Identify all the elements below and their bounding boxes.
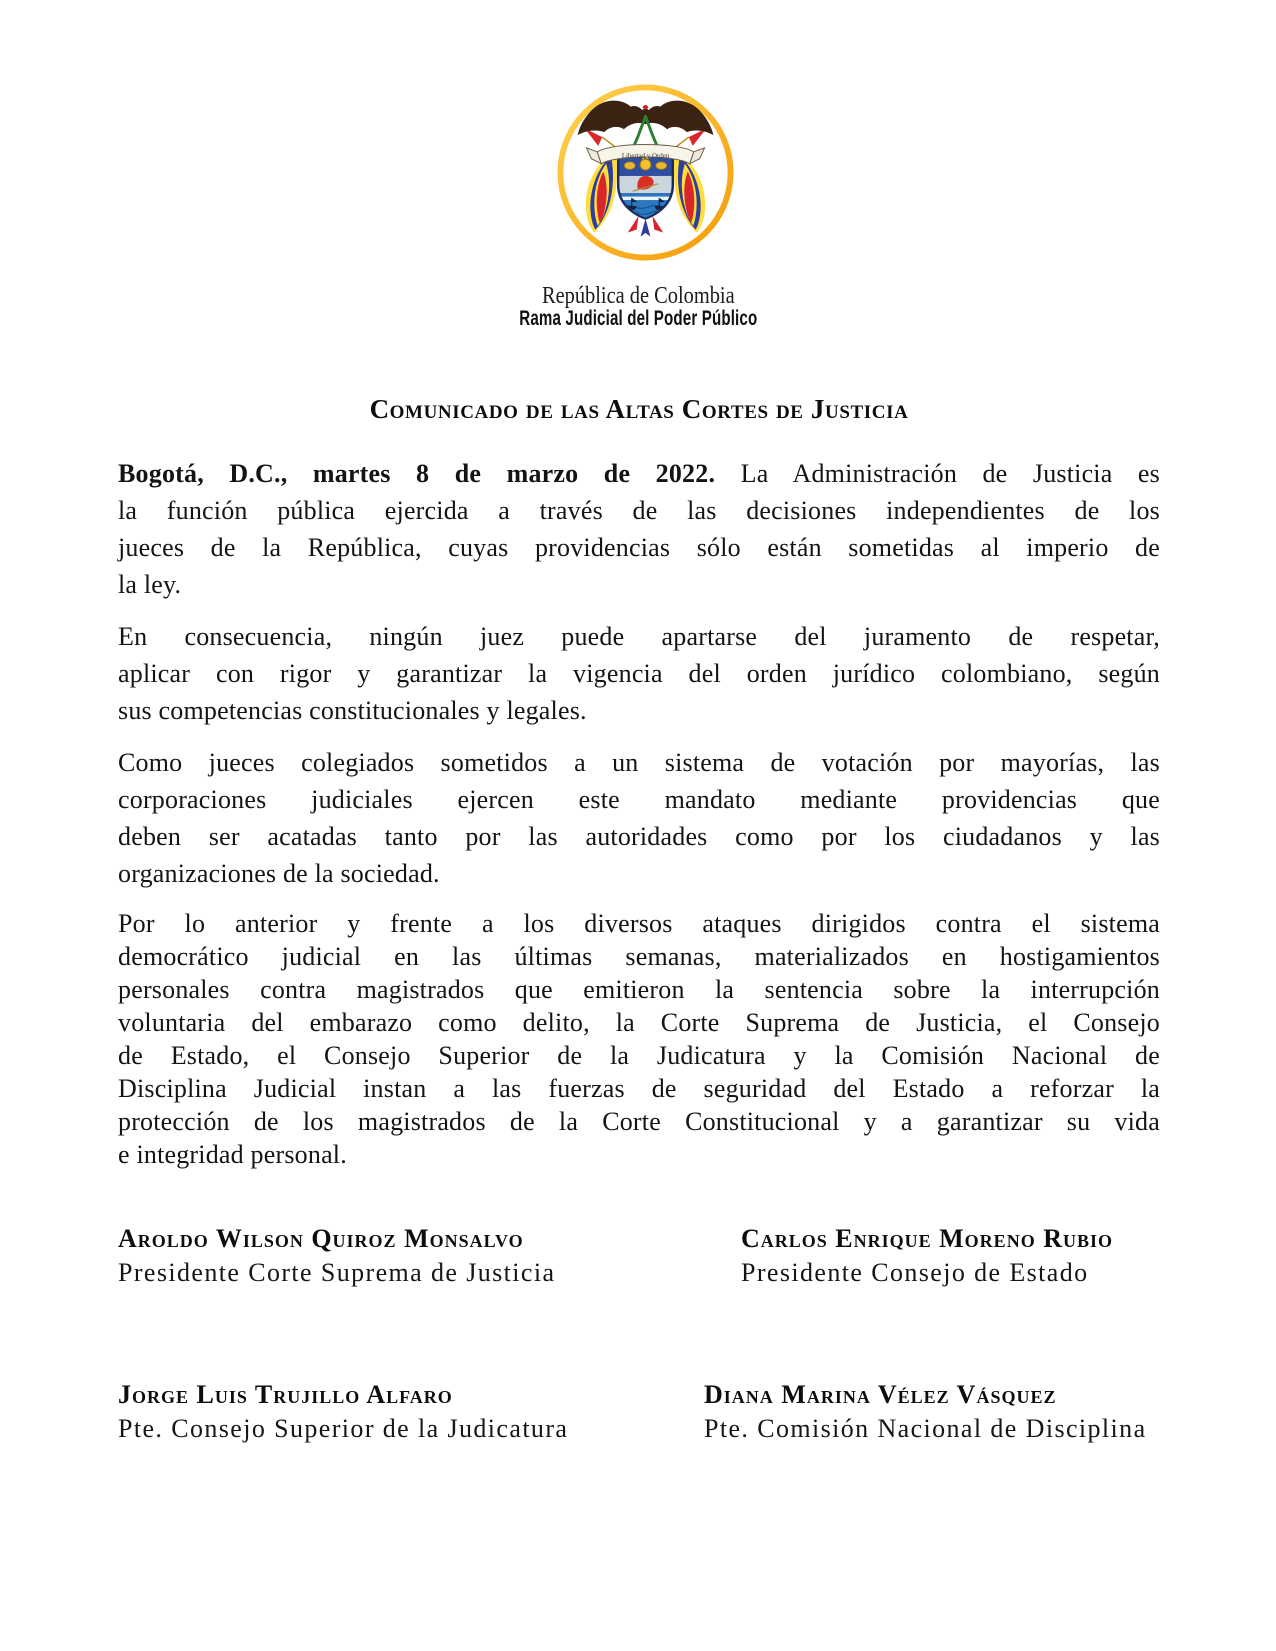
dateline: Bogotá, D.C., martes 8 de marzo de 2022. <box>118 459 716 488</box>
signatory-name: Jorge Luis Trujillo Alfaro <box>118 1380 453 1409</box>
text-line: aplicar con rigor y garantizar la vigencia del orden jurídico colombiano, según <box>118 659 1160 688</box>
branch-label: Rama Judicial del Poder Público <box>518 307 758 330</box>
text-line: protección de los magistrados de la Corte Constitucional y a garantizar su vida <box>118 1107 1160 1136</box>
signature <box>741 1222 1113 1290</box>
signatory-title: Presidente Consejo de Estado <box>741 1258 1089 1287</box>
text-line: deben ser acatadas tanto por las autoridades como por los ciudadanos y las <box>118 822 1160 851</box>
republic-label: República de Colombia <box>541 283 735 309</box>
signature <box>704 1378 1147 1446</box>
text-line: voluntaria del embarazo como delito, la Corte Suprema de Justicia, el Consejo <box>118 1008 1160 1037</box>
signature <box>118 1378 568 1446</box>
text-line: de Estado, el Consejo Superior de la Judicatura y la Comisión Nacional de <box>118 1041 1160 1070</box>
text-line: democrático judicial en las últimas semanas, materializados en hostigamientos <box>118 942 1160 971</box>
signatory-name: Diana Marina Vélez Vásquez <box>704 1380 1057 1409</box>
text-line: En consecuencia, ningún juez puede apartarse del juramento de respetar, <box>118 622 1160 651</box>
text-line: personales contra magistrados que emitieron la sentencia sobre la interrupción <box>118 975 1160 1004</box>
signatory-title: Presidente Corte Suprema de Justicia <box>118 1258 556 1287</box>
signature <box>118 1222 555 1290</box>
text-line: Disciplina Judicial instan a las fuerzas de seguridad del Estado a reforzar la <box>118 1074 1160 1103</box>
document-title: Comunicado de las Altas Cortes de Justicia <box>369 394 909 424</box>
text-line: e integridad personal. <box>118 1140 347 1169</box>
text-line: corporaciones judiciales ejercen este mandato mediante providencias que <box>118 785 1160 814</box>
text-line: la ley. <box>118 570 182 599</box>
motto-text: Libertad y Orden <box>621 153 670 161</box>
text-line: organizaciones de la sociedad. <box>118 859 440 888</box>
text-line: Bogotá, D.C., martes 8 de marzo de 2022. La Administración de Justicia es <box>118 459 1160 488</box>
text-line: jueces de la República, cuyas providencias sólo están sometidas al imperio de <box>118 533 1160 562</box>
signatory-name: Carlos Enrique Moreno Rubio <box>741 1224 1113 1253</box>
text-line: Por lo anterior y frente a los diversos ataques dirigidos contra el sistema <box>118 909 1160 938</box>
signatory-name: Aroldo Wilson Quiroz Monsalvo <box>118 1224 524 1253</box>
text-line: la función pública ejercida a través de las decisiones independientes de los <box>118 496 1160 525</box>
text-line: sus competencias constitucionales y legales. <box>118 696 587 725</box>
signatory-title: Pte. Comisión Nacional de Disciplina <box>704 1414 1147 1443</box>
text-line: Como jueces colegiados sometidos a un sistema de votación por mayorías, las <box>118 748 1160 777</box>
signatory-title: Pte. Consejo Superior de la Judicatura <box>118 1414 569 1443</box>
